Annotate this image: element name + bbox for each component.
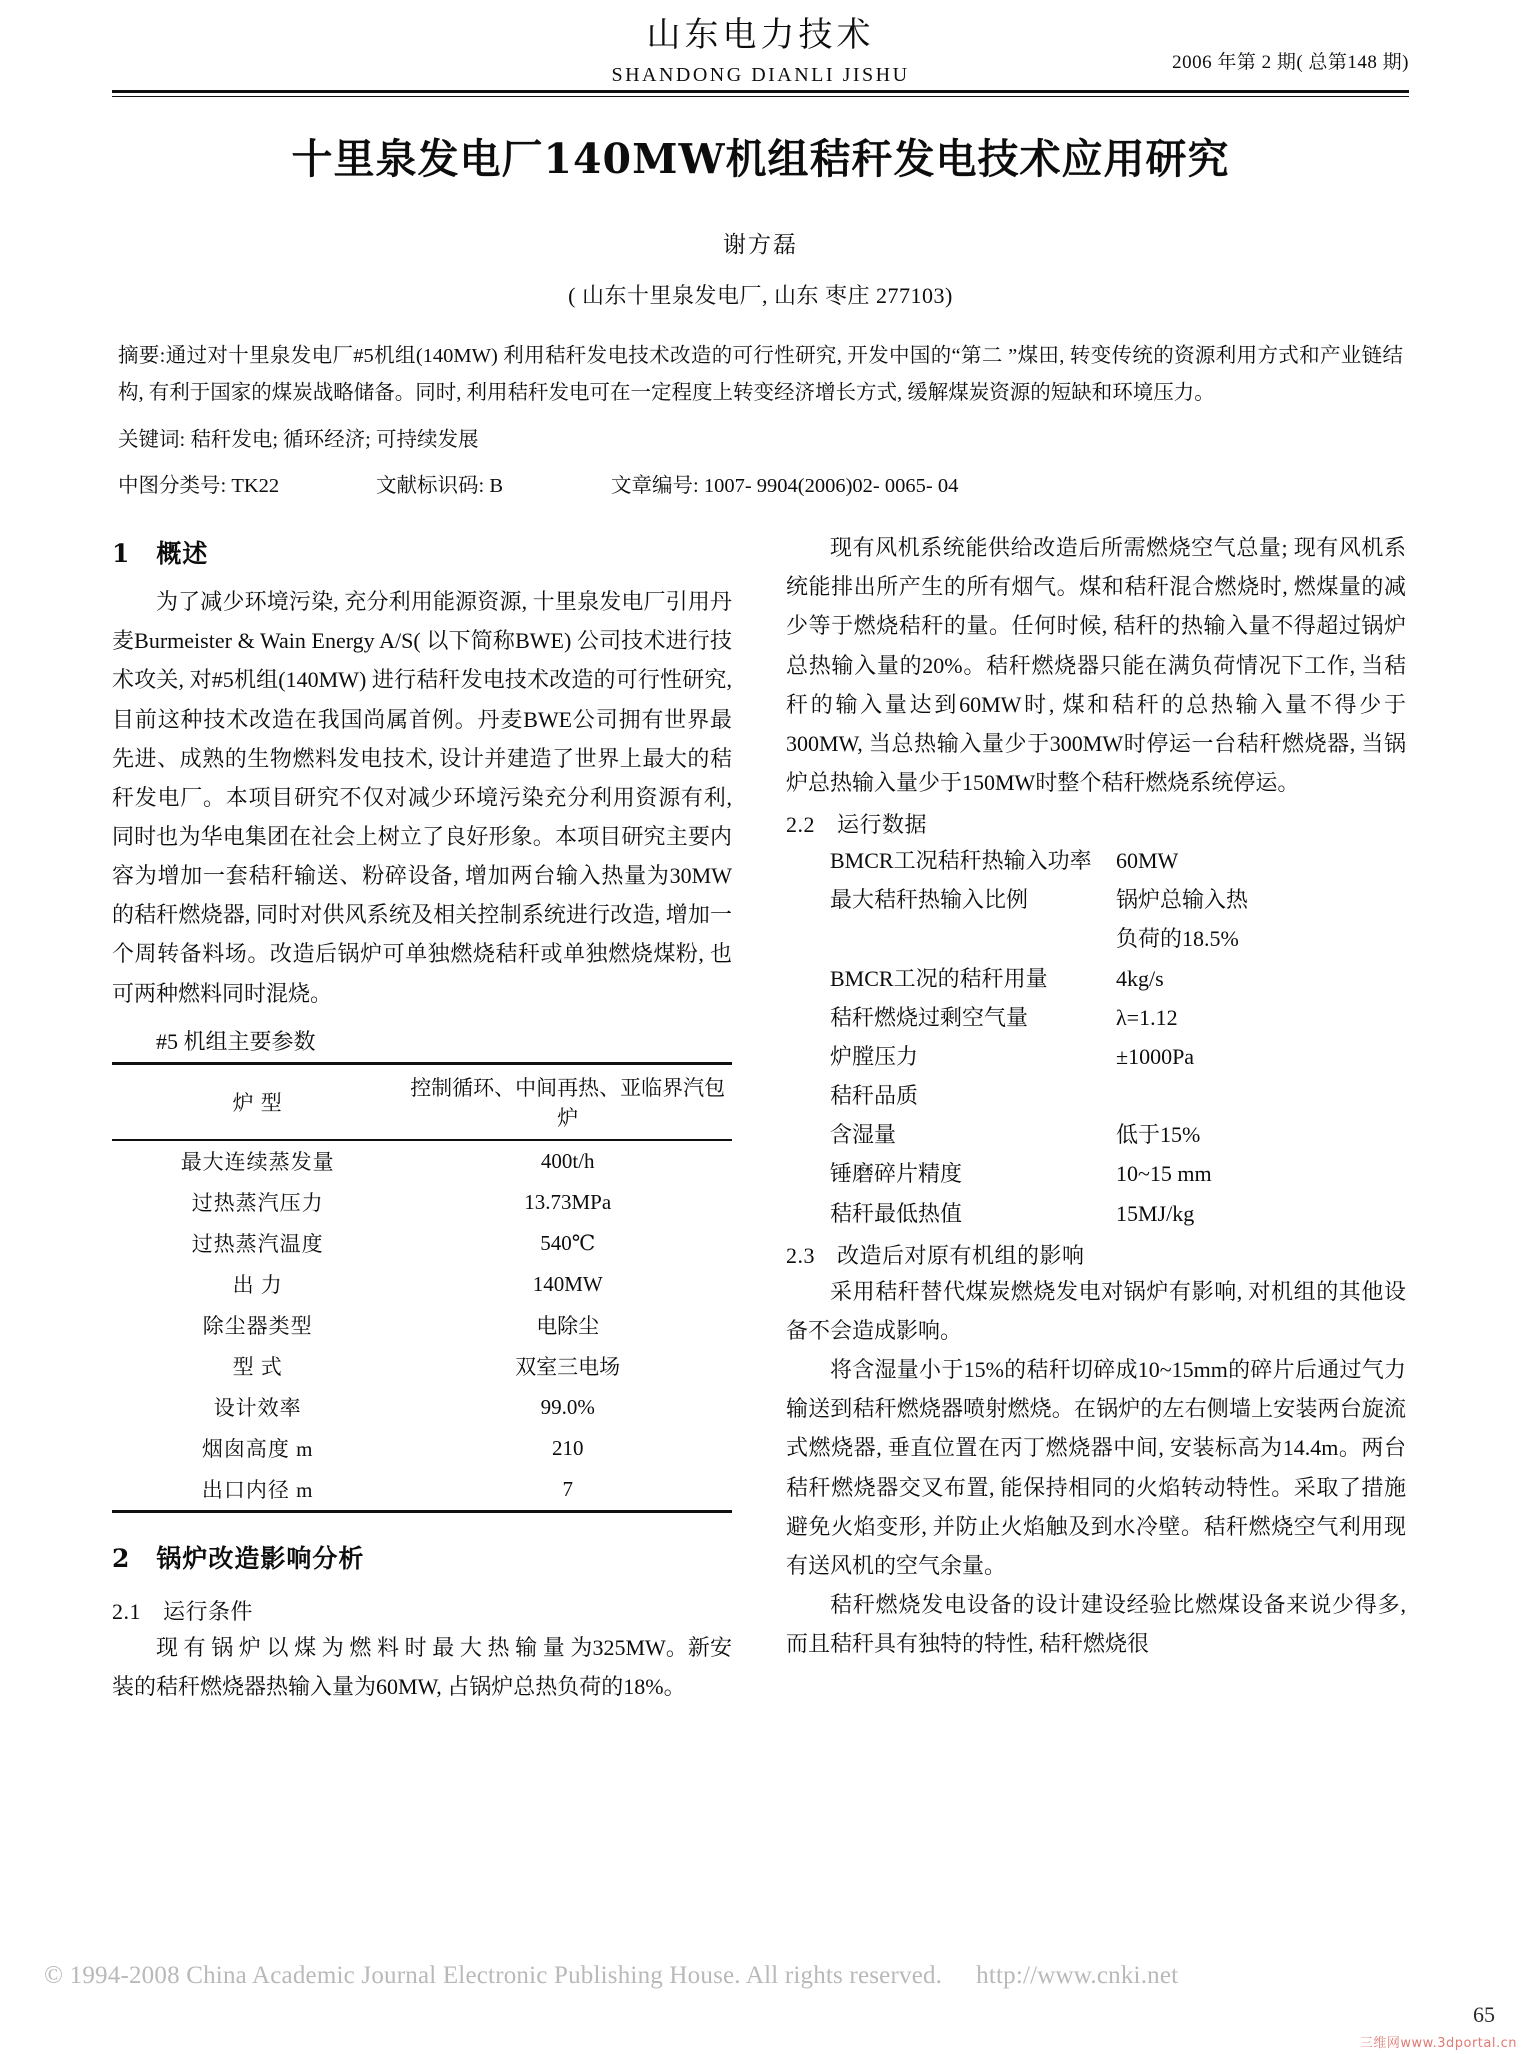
right-column: [786, 524, 1406, 1706]
section-title: 概述: [156, 539, 209, 569]
section-2-3-paragraph-3: 秸秆燃烧发电设备的设计建设经验比燃煤设备来说少得多, 而且秸秆具有独特的特性, 秸秆燃烧很: [786, 1591, 1406, 1657]
table-row: [112, 1387, 732, 1428]
table-cell-key: 烟囱高度 m: [201, 1437, 314, 1462]
table-cell-value: 140MW: [532, 1271, 603, 1296]
data-value-line-1: ±1000Pa: [1116, 1043, 1195, 1069]
section-2-1-paragraph: 现 有 锅 炉 以 煤 为 燃 料 时 最 大 热 输 量 为325MW。新安装的秸秆燃烧器热输入量为60MW, 占锅炉总热负荷的18%。: [112, 1634, 732, 1699]
table-cell-value: 210: [551, 1435, 584, 1460]
data-row: [786, 1115, 1406, 1154]
classification-line: [112, 468, 1409, 498]
section-heading-1: [112, 534, 732, 570]
cnki-url: http://www.cnki.net: [976, 1962, 1179, 1989]
data-key: 秸秆最低热值: [830, 1200, 963, 1226]
table-row: [112, 1469, 732, 1512]
table-row: [112, 1182, 732, 1223]
table-cell-key: 过热蒸汽温度: [191, 1232, 324, 1257]
masthead-divider: [112, 90, 1409, 97]
data-row: [786, 1037, 1406, 1076]
data-key: BMCR工况秸秆热输入功率: [830, 848, 1092, 874]
data-value-line-1: 10~15 mm: [1116, 1161, 1212, 1187]
table-row: [112, 1346, 732, 1387]
data-value: [1116, 959, 1406, 998]
issue-info: 2006 年第 2 期( 总第148 期): [1172, 52, 1409, 73]
operating-data-list: [786, 841, 1406, 1233]
section-heading-2-2: [786, 808, 1406, 839]
table-cell-key: 出 力: [232, 1273, 283, 1298]
site-watermark: 三维网www.3dportal.cn: [1359, 2036, 1517, 2051]
data-key: 秸秆品质: [830, 1083, 919, 1109]
section-title: 运行条件: [163, 1598, 254, 1624]
page-footer: [0, 1958, 1521, 2054]
author-name: 谢方磊: [723, 232, 798, 258]
journal-masthead: [112, 0, 1409, 86]
section-heading-2: [112, 1539, 732, 1575]
data-key: 含湿量: [830, 1122, 897, 1148]
copyright-text: © 1994-2008 China Academic Journal Electronic Publishing House. All rights reserved.: [44, 1962, 943, 1989]
table-cell-value: 7: [562, 1476, 573, 1501]
table-bottom-rule-row: [112, 1511, 732, 1513]
section-1-paragraph: 为了减少环境污染, 充分利用能源资源, 十里泉发电厂引用丹麦Burmeister & Wain Energy A/S( 以下简称BWE) 公司技术进行技术攻关, 对#5机组(140MW) 进行秸秆发电技术改造的可行性研究, 目前这种技术改造在我国尚属首例。丹麦BWE公司拥有世界最先进、成熟的生物燃料发电技术, 设计并建造了世界上最大的秸秆发电厂。本项目研究不仅对减少环境污染充分利用资源有利, 同时也为华电集团在社会上树立了良好形象。本项目研究主要内容为增加一套秸秆输送、粉碎设备, 增加两台输入热量为30MW的秸秆燃烧器, 同时对供风系统及相关控制系统进行改造, 增加一个周转备料场。改造后锅炉可单独燃烧秸秆或单独燃烧煤粉, 也可两种燃料同时混烧。: [112, 589, 732, 1006]
data-row: [786, 998, 1406, 1037]
table-cell-key: 设计效率: [213, 1396, 302, 1421]
page-number: 65: [1473, 2002, 1495, 2027]
table-row: [112, 1223, 732, 1264]
data-value: [1116, 1037, 1406, 1076]
table-bottom-rule: [403, 1511, 732, 1513]
parameter-table: [112, 1062, 732, 1513]
table-row: [112, 1428, 732, 1469]
data-value-line-1: 锅炉总输入热: [1116, 887, 1249, 913]
data-value-line-1: λ=1.12: [1116, 1004, 1178, 1030]
document-code: 文献标识码: B: [376, 475, 503, 498]
data-value: [1116, 841, 1406, 880]
data-value: [1116, 998, 1406, 1037]
data-value-line-2: 负荷的18.5%: [1116, 926, 1239, 952]
data-key: 锤磨碎片精度: [830, 1161, 963, 1187]
data-value: [1116, 880, 1406, 958]
section-2-3-paragraph-2: 将含湿量小于15%的秸秆切碎成10~15mm的碎片后通过气力输送到秸秆燃烧器喷射燃烧。在锅炉的左右侧墙上安装两台旋流式燃烧器, 垂直位置在丙丁燃烧器中间, 安装标高为14.4m。两台秸秆燃烧器交叉布置, 能保持相同的火焰转动特性。采取了措施避免火焰变形, 并防止火焰触及到水冷壁。秸秆燃烧空气利用现有送风机的空气余量。: [786, 1357, 1406, 1578]
abstract: [112, 338, 1409, 413]
table-row: [112, 1305, 732, 1346]
data-row: [786, 880, 1406, 958]
section-heading-2-3: [786, 1239, 1406, 1270]
table-cell-value: 99.0%: [540, 1394, 595, 1419]
table-cell-value: 540℃: [540, 1230, 596, 1255]
data-value-line-1: 低于15%: [1116, 1122, 1201, 1148]
data-row: [786, 1154, 1406, 1193]
data-row: [786, 1194, 1406, 1233]
table-cell-key: 过热蒸汽压力: [191, 1191, 324, 1216]
table-header-value: 控制循环、中间再热、亚临界汽包炉: [403, 1063, 732, 1140]
section-2-3-paragraph-1: 采用秸秆替代煤炭燃烧发电对锅炉有影响, 对机组的其他设备不会造成影响。: [786, 1278, 1406, 1343]
data-value: [1116, 1154, 1406, 1193]
journal-title-chinese: 山东电力技术: [646, 15, 875, 55]
data-key: 秸秆燃烧过剩空气量: [830, 1004, 1029, 1030]
clc-number: 中图分类号: TK22: [118, 475, 280, 498]
section-title: 锅炉改造影响分析: [156, 1543, 365, 1573]
data-row: [786, 959, 1406, 998]
section-number: 2.2: [786, 812, 815, 838]
data-value: [1116, 1115, 1406, 1154]
page-title: 十里泉发电厂140MW机组秸秆发电技术应用研究: [291, 135, 1230, 183]
section-2-1-paragraph-continued: 现有风机系统能供给改造后所需燃烧空气总量; 现有风机系统能排出所产生的所有烟气。煤和秸秆混合燃烧时, 燃煤量的减少等于燃烧秸秆的量。任何时候, 秸秆的热输入量不得超过锅炉总热输入量的20%。秸秆燃烧器只能在满负荷情况下工作, 当秸秆的输入量达到60MW时, 煤和秸秆的总热输入量不得少于300MW, 当总热输入量少于300MW时停运一台秸秆燃烧器, 当锅炉总热输入量少于150MW时整个秸秆燃烧系统停运。: [786, 535, 1406, 796]
data-row: [786, 841, 1406, 880]
table-cell-value: 电除尘: [536, 1314, 600, 1339]
data-value-line-1: 15MJ/kg: [1116, 1200, 1195, 1226]
data-value-line-1: 4kg/s: [1116, 965, 1164, 991]
table-row: [112, 1264, 732, 1305]
author-affiliation: ( 山东十里泉发电厂, 山东 枣庄 277103): [568, 283, 953, 309]
table-cell-value: 400t/h: [403, 1140, 732, 1182]
data-value-line-1: 60MW: [1116, 848, 1179, 874]
table-cell-key: 型 式: [232, 1355, 283, 1380]
data-key: 最大秸秆热输入比例: [830, 887, 1029, 913]
data-key: 炉膛压力: [830, 1043, 919, 1069]
section-title: 运行数据: [837, 812, 928, 838]
section-number: 1: [112, 539, 131, 569]
keywords: 关键词: 秸秆发电; 循环经济; 可持续发展: [118, 428, 479, 451]
table-bottom-rule: [112, 1511, 403, 1513]
left-column: [112, 524, 732, 1706]
body-columns: [112, 524, 1409, 1706]
article-id: 文章编号: 1007- 9904(2006)02- 0065- 04: [611, 475, 959, 498]
table-cell-key: 最大连续蒸发量: [112, 1140, 403, 1182]
table-cell-value: 13.73MPa: [524, 1189, 612, 1214]
data-row: [786, 1076, 1406, 1115]
data-key: BMCR工况的秸秆用量: [830, 965, 1048, 991]
table-caption: #5 机组主要参数: [156, 1028, 316, 1054]
table-cell-key: 除尘器类型: [202, 1314, 313, 1339]
copyright-notice: [44, 1962, 1178, 1990]
section-number: 2.3: [786, 1242, 815, 1268]
section-title: 改造后对原有机组的影响: [837, 1242, 1085, 1268]
table-cell-key: 出口内径 m: [201, 1478, 314, 1503]
table-header-row: [112, 1063, 732, 1140]
data-value: [1116, 1194, 1406, 1233]
table-cell-value: 双室三电场: [515, 1355, 621, 1380]
table-row: [112, 1140, 732, 1182]
section-number: 2.1: [112, 1598, 141, 1624]
section-number: 2: [112, 1543, 131, 1573]
section-heading-2-1: [112, 1595, 732, 1626]
table-header-key: 炉 型: [112, 1063, 403, 1140]
abstract-text: 摘要:通过对十里泉发电厂#5机组(140MW) 利用秸秆发电技术改造的可行性研究, 开发中国的“第二 ”煤田, 转变传统的资源利用方式和产业链结构, 有利于国家的煤炭战略储备。同时, 利用秸秆发电可在一定程度上转变经济增长方式, 缓解煤炭资源的短缺和环境压力。: [118, 345, 1403, 405]
journal-title-pinyin: SHANDONG DIANLI JISHU: [611, 64, 910, 86]
